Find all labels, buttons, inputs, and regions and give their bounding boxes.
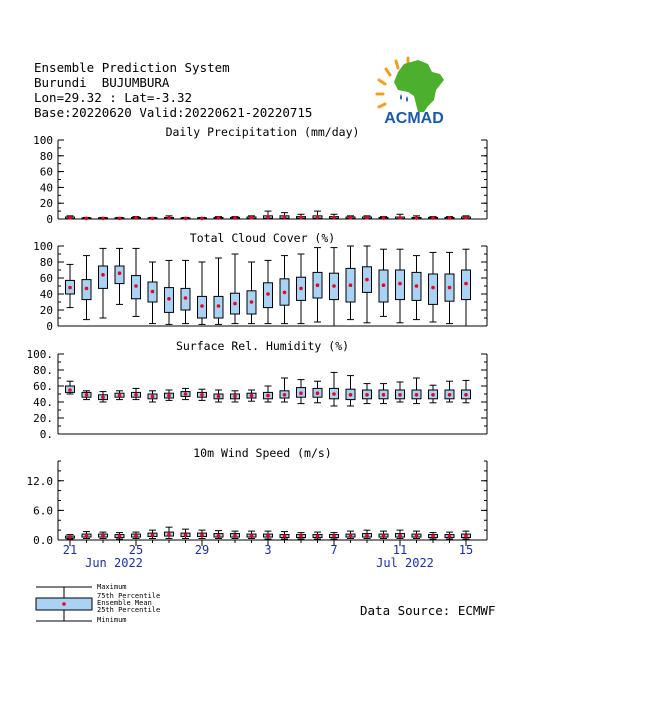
mean-marker [283,534,287,538]
mean-marker [217,395,221,399]
y-tick-label: 60 [39,165,53,179]
mean-marker [382,393,386,397]
x-tick-label: 21 [62,543,78,557]
box-day-23 [429,252,438,322]
box-day-9 [198,217,207,221]
mean-marker [250,534,254,538]
mean-marker [365,393,369,397]
box-day-16 [313,248,322,322]
title-line-system: Ensemble Prediction System [34,60,230,75]
box-day-24 [445,532,454,539]
mean-marker [233,216,237,220]
box-day-11 [231,254,240,324]
mean-marker [134,216,138,220]
legend-label-mean: Ensemble Mean [97,599,152,607]
mean-marker [233,302,237,306]
mean-marker [431,393,435,397]
panel-title: Surface Rel. Humidity (%) [175,339,350,353]
box-day-1 [66,381,75,394]
mean-marker [151,290,155,294]
mean-marker [134,284,138,288]
mean-marker [266,394,270,398]
mean-marker [349,534,353,538]
mean-marker [68,216,72,220]
mean-marker [382,534,386,538]
mean-marker [448,534,452,538]
box-day-17 [330,248,339,326]
box-day-9 [198,530,207,538]
mean-marker [101,217,105,221]
mean-marker [151,533,155,537]
box-day-18 [346,216,355,220]
mean-marker [233,534,237,538]
legend-box-diagram [36,587,92,621]
mean-marker [365,278,369,282]
box-day-13 [264,386,273,402]
y-tick-label: 6.0 [33,504,53,518]
box-day-25 [462,249,471,326]
box-day-25 [462,380,471,402]
box-day-10 [214,390,223,402]
box-day-16 [313,532,322,539]
y-tick-label: 80. [33,364,53,377]
y-tick-label: 12.0 [26,474,53,488]
box-day-20 [379,216,388,220]
mean-marker [250,300,254,304]
y-tick-label: 60. [33,380,53,393]
box-day-5 [132,388,141,399]
mean-marker [299,216,303,220]
y-tick-label: 40. [33,396,53,409]
mean-marker [217,216,221,220]
mean-marker [101,395,105,399]
y-tick-label: 0 [46,213,53,226]
mean-marker [68,388,72,392]
chart-panel-3 [27,339,488,441]
mean-marker [217,304,221,308]
panel-title: Daily Precipitation (mm/day) [165,125,360,139]
mean-marker [464,216,468,220]
mean-marker [415,284,419,288]
box-day-3 [99,392,108,402]
box-day-14 [280,213,289,219]
box-day-5 [132,216,141,220]
mean-marker [398,216,402,220]
mean-marker [184,392,188,396]
mean-marker [349,216,353,220]
mean-marker [118,271,122,275]
mean-marker [448,286,452,290]
box-day-3 [99,217,108,221]
box-day-11 [231,391,240,402]
mean-marker [283,291,287,295]
box-day-19 [363,216,372,220]
y-tick-label: 80 [39,256,53,269]
box-day-8 [181,260,190,323]
box-day-24 [445,381,454,402]
legend-label-max: Maximum [97,583,127,591]
box-day-25 [462,531,471,539]
mean-marker [431,286,435,290]
box-day-6 [148,530,157,538]
box-day-24 [445,216,454,220]
mean-marker [415,534,419,538]
mean-marker [415,216,419,220]
box-day-9 [198,262,207,324]
mean-marker [448,393,452,397]
box-day-6 [148,262,157,324]
box-day-11 [231,531,240,538]
box-day-18 [346,246,355,320]
box-day-15 [297,254,306,324]
x-tick-label: 29 [194,543,210,557]
box-day-19 [363,246,372,323]
mean-marker [85,217,89,221]
mean-marker [233,395,237,399]
mean-marker [431,534,435,538]
mean-marker [332,216,336,220]
y-tick-label: 80 [39,149,53,163]
mean-marker [200,533,204,537]
box-day-20 [379,531,388,538]
mean-marker [118,534,122,538]
y-tick-label: 20 [39,197,53,211]
mean-marker [184,217,188,221]
mean-marker [266,534,270,538]
box-day-21 [396,249,405,323]
mean-marker [250,216,254,220]
box-day-4 [115,391,124,400]
mean-marker [151,217,155,221]
box-day-15 [297,214,306,219]
month-label-june: Jun 2022 [85,556,143,570]
box-day-1 [66,216,75,220]
mean-marker [167,533,171,537]
y-tick-label: 40 [39,288,53,301]
box-day-17 [330,533,339,539]
box-day-1 [66,264,75,307]
mean-marker [68,535,72,539]
x-tick-label: 3 [264,543,272,557]
mean-marker [382,216,386,220]
mean-marker [299,287,303,291]
box-day-3 [99,532,108,538]
mean-marker [299,534,303,538]
mean-marker [266,292,270,296]
box-day-15 [297,533,306,539]
x-tick-label: 11 [392,543,408,557]
title-line-dates: Base:20220620 Valid:20220621-20220715 [34,105,313,120]
mean-marker [85,534,89,538]
legend-mean-marker [62,602,66,606]
box-day-4 [115,533,124,539]
mean-marker [365,216,369,220]
box-day-20 [379,384,388,404]
mean-marker [349,393,353,397]
mean-marker [250,394,254,398]
box-day-7 [165,527,174,538]
mean-marker [332,392,336,396]
mean-marker [101,534,105,538]
box-day-8 [181,529,190,538]
data-source: Data Source: ECMWF [360,603,496,618]
mean-marker [85,393,89,397]
mean-marker [283,215,287,219]
title-line-location: Burundi BUJUMBURA [34,75,170,90]
mean-marker [200,393,204,397]
box-day-6 [148,217,157,221]
box-day-13 [264,211,273,219]
mean-marker [101,273,105,277]
box-day-13 [264,531,273,539]
box-day-16 [313,211,322,219]
box-day-2 [82,391,91,400]
box-day-11 [231,216,240,220]
box-day-22 [412,378,421,404]
month-label-july: Jul 2022 [376,556,434,570]
box-day-1 [66,535,75,539]
x-tick-label: 15 [458,543,474,557]
box-day-8 [181,388,190,399]
box-day-22 [412,531,421,538]
mean-marker [134,534,138,538]
mean-marker [448,216,452,220]
box-day-20 [379,249,388,316]
mean-marker [431,216,435,220]
mean-marker [299,391,303,395]
y-tick-label: 100 [33,240,53,253]
box-day-7 [165,390,174,400]
box-day-3 [99,248,108,318]
box-day-2 [82,532,91,539]
mean-marker [167,216,171,220]
box-day-23 [429,216,438,220]
mean-marker [118,394,122,398]
box-day-13 [264,260,273,323]
box-day-6 [148,391,157,402]
box-day-12 [247,390,256,401]
box-day-5 [132,532,141,538]
box-day-9 [198,389,207,400]
y-tick-label: 100 [33,134,53,147]
legend-label-p75: 75th Percentile [97,592,161,600]
y-tick-label: 60 [39,272,53,285]
mean-marker [118,217,122,221]
box-day-23 [429,385,438,403]
mean-marker [68,286,72,290]
box-day-7 [165,260,174,324]
y-tick-label: 0.0 [33,534,53,547]
mean-marker [85,287,89,291]
box-day-7 [165,216,174,220]
mean-marker [184,296,188,300]
box-day-10 [214,216,223,220]
x-tick-label: 25 [128,543,144,557]
box-day-16 [313,381,322,403]
x-tick-label: 7 [330,543,338,557]
y-tick-label: 20 [39,304,53,317]
panel-title: 10m Wind Speed (m/s) [193,446,332,460]
y-tick-label: 20. [33,412,53,425]
legend-label-p25: 25th Percentile [97,606,161,614]
box-day-14 [280,378,289,402]
mean-marker [200,217,204,221]
box-day-12 [247,216,256,220]
box-day-19 [363,384,372,404]
panel-title: Total Cloud Cover (%) [189,231,336,245]
box-day-5 [132,248,141,316]
logo-text: ACMAD [384,110,444,126]
mean-marker [184,533,188,537]
mean-marker [332,284,336,288]
mean-marker [217,534,221,538]
mean-marker [151,395,155,399]
mean-marker [316,215,320,219]
box-day-12 [247,531,256,538]
box-day-21 [396,382,405,402]
mean-marker [398,282,402,286]
box-day-2 [82,217,91,221]
box-day-14 [280,532,289,539]
y-tick-label: 0. [39,428,53,441]
box-day-22 [412,256,421,320]
box-day-22 [412,216,421,220]
box-day-4 [115,248,124,304]
mean-marker [167,297,171,301]
y-tick-label: 0 [46,320,53,333]
box-day-17 [330,372,339,406]
title-line-coordinates: Lon=29.32 : Lat=-3.32 [34,90,193,105]
box-day-21 [396,214,405,219]
box-day-14 [280,256,289,324]
mean-marker [283,393,287,397]
mean-marker [316,534,320,538]
mean-marker [464,282,468,286]
box-day-15 [297,380,306,404]
mean-marker [464,393,468,397]
chart-panel-4 [27,446,488,547]
mean-marker [266,215,270,219]
box-day-2 [82,256,91,320]
box-day-17 [330,214,339,219]
mean-marker [464,534,468,538]
mean-marker [316,283,320,287]
box-day-18 [346,376,355,406]
y-tick-label: 40 [39,181,53,195]
chart-panel-1 [33,125,487,226]
mean-marker [398,534,402,538]
legend-label-min: Minimum [97,616,127,624]
mean-marker [316,391,320,395]
box-day-25 [462,216,471,220]
box-day-24 [445,252,454,323]
mean-marker [382,283,386,287]
chart-panel-2 [33,231,487,333]
box-day-12 [247,262,256,324]
box-day-10 [214,531,223,539]
mean-marker [200,304,204,308]
box-day-8 [181,217,190,221]
box-day-10 [214,258,223,324]
mean-marker [134,393,138,397]
mean-marker [349,283,353,287]
mean-marker [167,394,171,398]
y-tick-label: 100. [26,348,53,361]
mean-marker [332,534,336,538]
mean-marker [365,534,369,538]
iqr-box [99,266,108,288]
box-day-19 [363,530,372,538]
box-day-21 [396,530,405,538]
box-day-18 [346,531,355,538]
mean-marker [398,393,402,397]
box-day-23 [429,533,438,539]
box-day-4 [115,217,124,221]
mean-marker [415,393,419,397]
